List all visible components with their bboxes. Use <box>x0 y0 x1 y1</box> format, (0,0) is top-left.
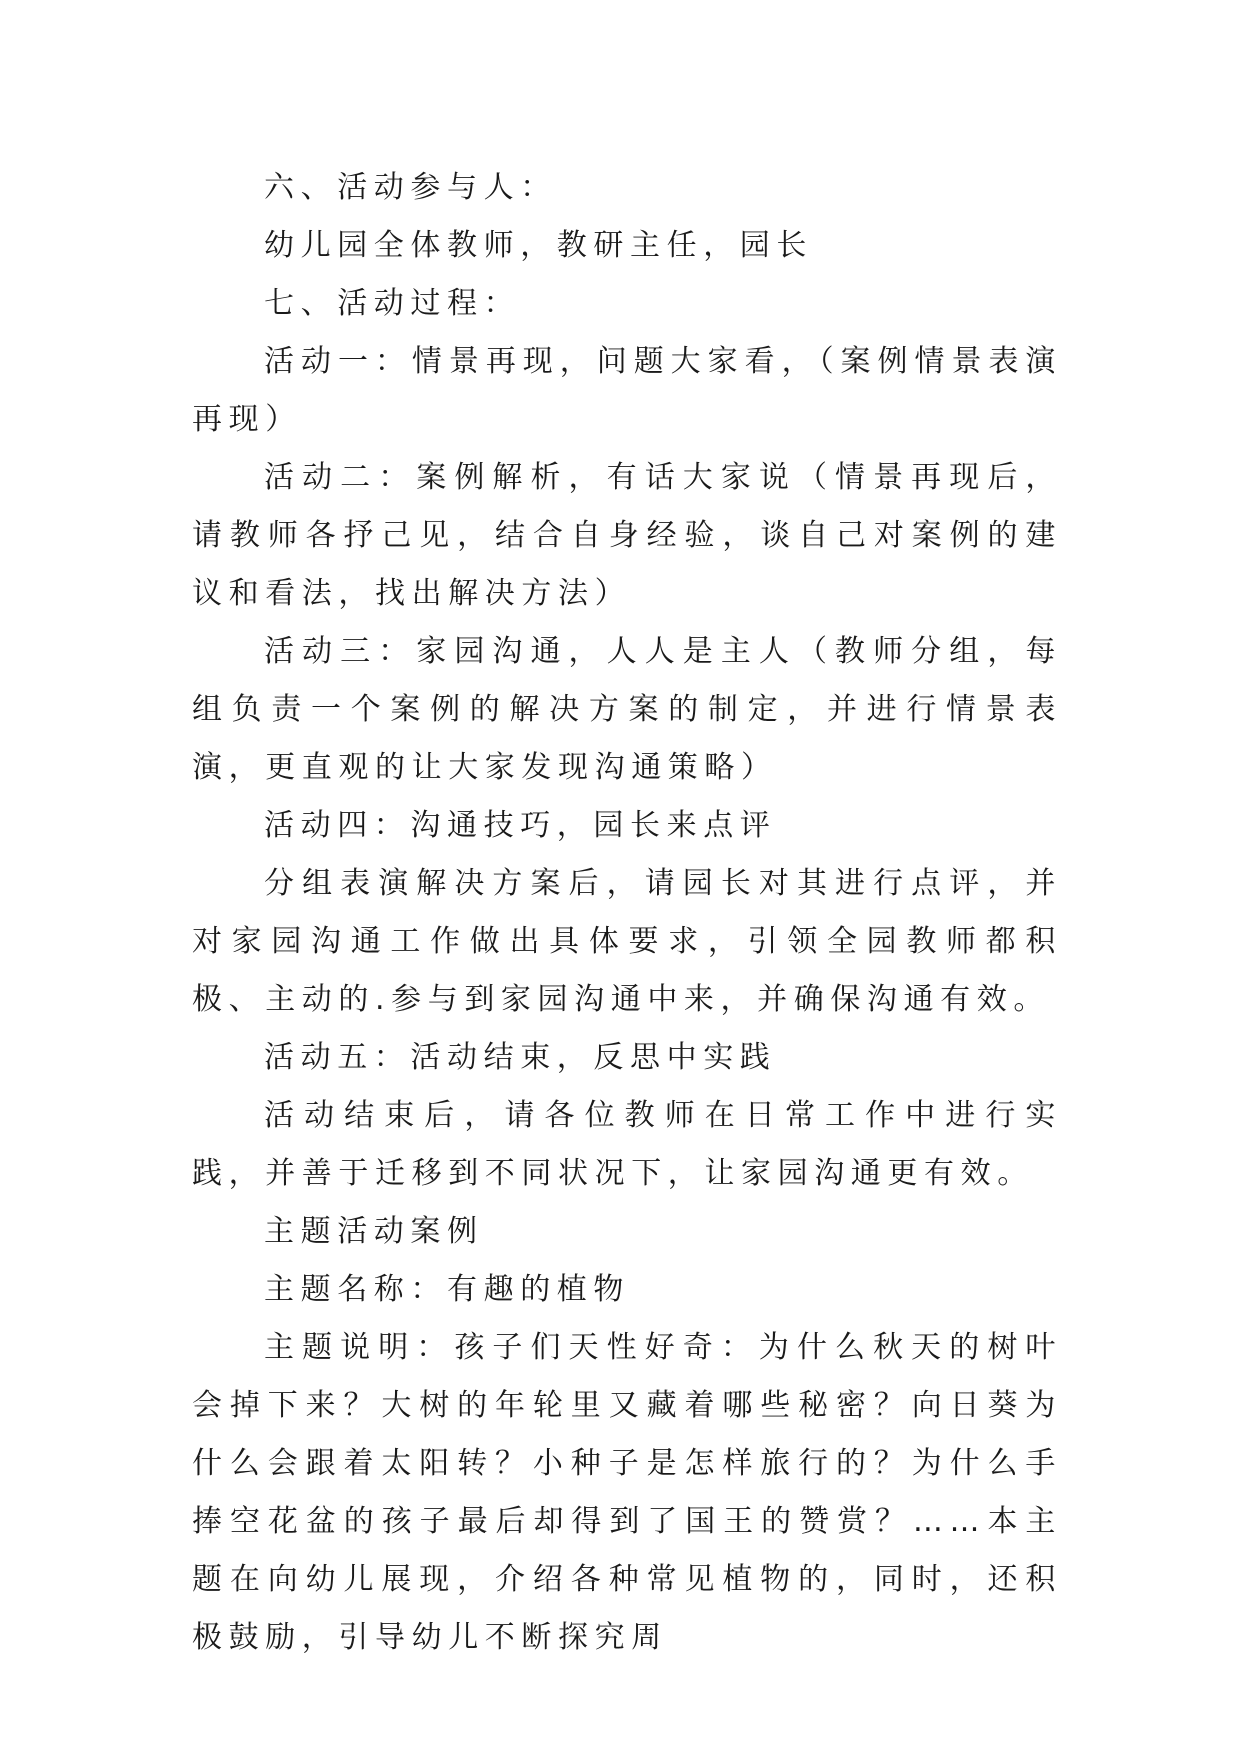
theme-name: 主题名称：有趣的植物 <box>264 1272 630 1307</box>
activity-five: 活动五：活动结束，反思中实践 <box>264 1040 777 1075</box>
participants-text: 幼儿园全体教师，教研主任，园长 <box>264 228 813 263</box>
activity-one: 活动一：情景再现，问题大家看，（案例情景表演再现） <box>192 344 1062 437</box>
section-heading-process: 七、活动过程： <box>264 286 521 321</box>
theme-description: 主题说明：孩子们天性好奇：为什么秋天的树叶会掉下来？大树的年轮里又藏着哪些秘密？向日葵为什么会跟着太阳转？小种子是怎样旅行的？为什么手捧空花盆的孩子最后却得到了国王的赞赏？……本主题在向幼儿展现，介绍各种常见植物的，同时，还积极鼓励，引导幼儿不断探究周 <box>192 1330 1062 1655</box>
activity-two: 活动二：案例解析，有话大家说（情景再现后，请教师各抒己见，结合自身经验，谈自己对案例的建议和看法，找出解决方法） <box>192 460 1062 611</box>
activity-four: 活动四：沟通技巧，园长来点评 <box>264 808 777 843</box>
activity-five-detail: 活动结束后，请各位教师在日常工作中进行实践，并善于迁移到不同状况下，让家园沟通更有效。 <box>192 1098 1062 1191</box>
activity-three: 活动三：家园沟通，人人是主人（教师分组，每组负责一个案例的解决方案的制定，并进行情景表演，更直观的让大家发现沟通策略） <box>192 634 1062 785</box>
activity-four-detail: 分组表演解决方案后，请园长对其进行点评，并对家园沟通工作做出具体要求，引领全园教师都积极、主动的.参与到家园沟通中来，并确保沟通有效。 <box>192 866 1062 1017</box>
section-heading-participants: 六、活动参与人： <box>264 170 557 205</box>
document-body <box>192 159 1062 1667</box>
theme-case-heading: 主题活动案例 <box>264 1214 484 1249</box>
